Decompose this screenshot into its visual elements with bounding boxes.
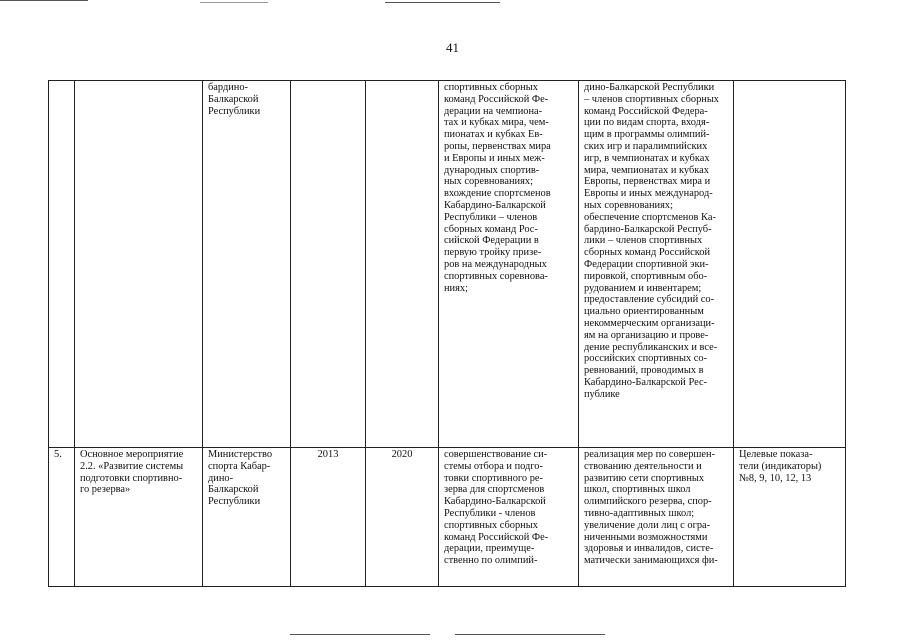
indicators-cell: Целевые показа- тели (индикаторы) №8, 9, 10, 12, 13 bbox=[734, 448, 846, 587]
directions-cell: реализация мер по совершен- ствованию деятельности и развитию сети спортивных школ, спортивных школ олимпийского резерва, спор- тивно-адаптивных школ; увеличение доли лиц с огра- ниченными возможностями здоровья и инвалидов, систе- матически занимающихся фи- bbox=[579, 448, 734, 587]
scan-artifact-line bbox=[455, 634, 605, 635]
scan-artifact-line bbox=[290, 634, 430, 635]
directions-cell: дино-Балкарской Республики – членов спортивных сборных команд Российской Федера- ции по видам спорта, входя- щим в программы олимпий- ских игр и паралимпийских игр, в чемпионатах и кубках мира, чемпионатах и кубках Европы, первенствах мира и Европы и иных международ- ных соревнованиях; обеспечение спортсменов Ка- бардино-Балкарской Респуб- лики – членов спортивных сборных команд Российской Федерации спортивной эки- пировкой, спортивным обо- рудованием и инвентарем; предоставление субсидий со- циально ориентированным некоммерческим организаци- ям на организацию и прове- дение республиканских и все- российских спортивных со- ревнований, проводимых в Кабардино-Балкарской Рес- публике bbox=[579, 81, 734, 448]
program-table bbox=[48, 80, 846, 587]
row-number-cell bbox=[49, 81, 75, 448]
page-number: 41 bbox=[446, 40, 459, 55]
executor-cell: Министерство спорта Кабар- дино- Балкарской Республики bbox=[203, 448, 291, 587]
table-row bbox=[49, 448, 846, 587]
expected-results-cell: спортивных сборных команд Российской Фе- дерации на чемпиона- тах и кубках мира, чем- пионатах и кубках Ев- ропы, первенствах мира и Европы и иных меж- дународных спортив- ных соревнованиях; вхождение спортсменов Кабардино-Балкарской Республики – членов сборных команд Рос- сийской Федерации в первую тройку призе- ров на международных спортивных соревнова- ниях; bbox=[439, 81, 579, 448]
scan-artifact-line bbox=[385, 2, 500, 3]
activity-name-cell bbox=[75, 81, 203, 448]
scan-artifact-line bbox=[0, 0, 88, 1]
start-year-cell: 2013 bbox=[291, 448, 366, 587]
end-year-cell: 2020 bbox=[366, 448, 439, 587]
executor-cell: бардино- Балкарской Республики bbox=[203, 81, 291, 448]
expected-results-cell: совершенствование си- стемы отбора и подго- товки спортивного ре- зерва для спортсменов Кабардино-Балкарской Республики - членов спортивных сборных команд Российской Фе- дерации, преимуще- ственно по олимпий- bbox=[439, 448, 579, 587]
scan-artifact-line bbox=[200, 2, 268, 3]
end-year-cell bbox=[366, 81, 439, 448]
indicators-cell bbox=[734, 81, 846, 448]
activity-name-cell: Основное мероприятие 2.2. «Развитие системы подготовки спортивно- го резерва» bbox=[75, 448, 203, 587]
row-number-cell: 5. bbox=[49, 448, 75, 587]
table-row bbox=[49, 81, 846, 448]
start-year-cell bbox=[291, 81, 366, 448]
